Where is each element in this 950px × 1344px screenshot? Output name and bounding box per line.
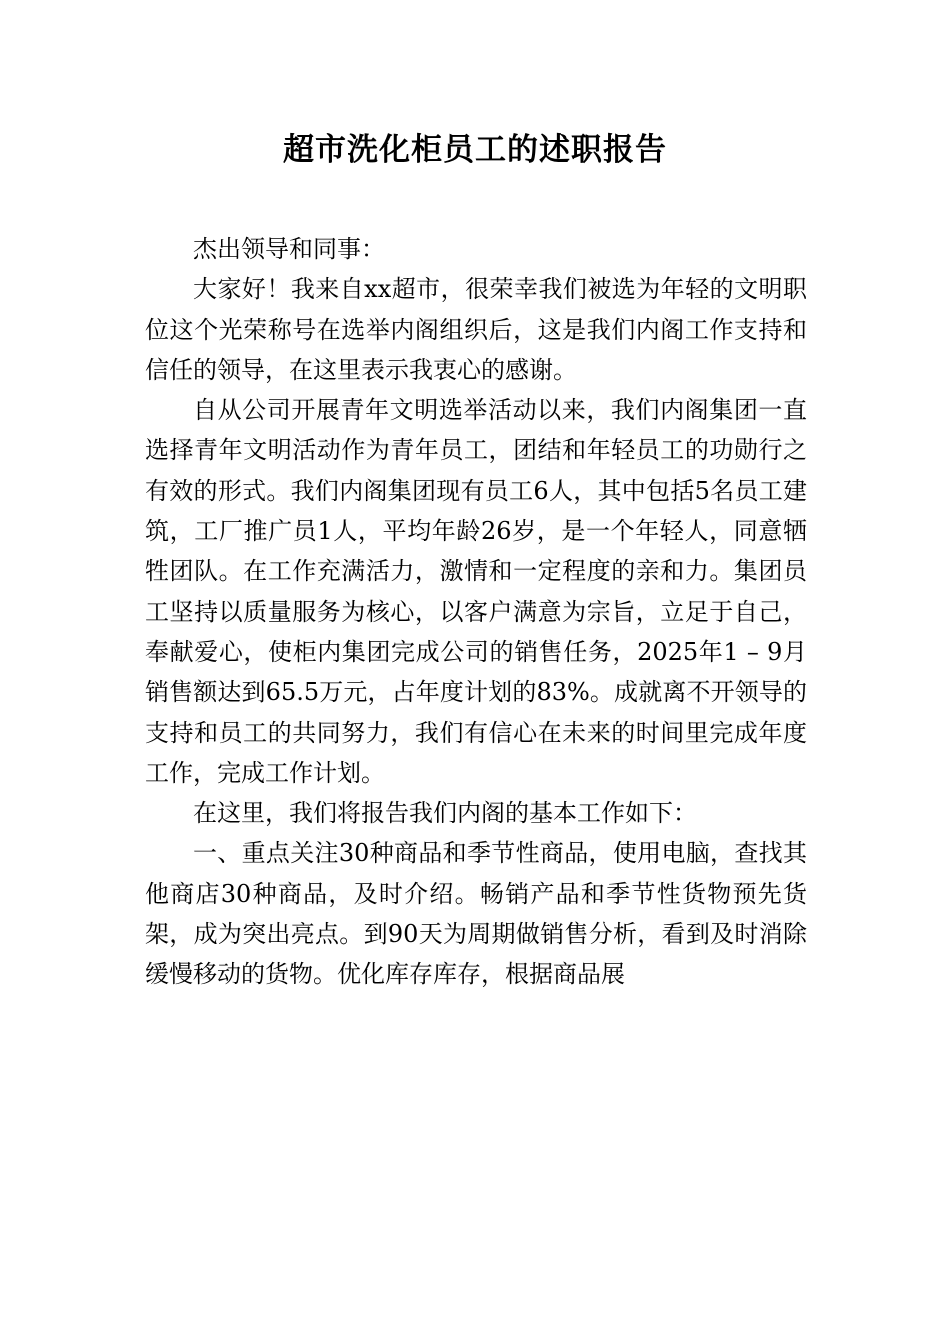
salutation-paragraph: 杰出领导和同事： bbox=[193, 235, 385, 263]
team-overview-paragraph: 自从公司开展青年文明选举活动以来，我们内阁集团一直选择青年文明活动作为青年员工，团结和年轻员工的功勋行之有效的形式。我们内阁集团现有员工6人，其中包括5名员工建筑，工厂推广员1人，平均年龄26岁，是一个年轻人，同意牺牲团队。在工作充满活力，激情和一定程度的亲和力。集团员工坚持以质量服务为核心，以客户满意为宗旨，立足于自己，奉献爱心，使柜内集团完成公司的销售任务，2025年1 – 9月销售额达到65.5万元，占年度计划的83%。成就离不开领导的支持和员工的共同努力，我们有信心在未来的时间里完成年度工作，完成工作计划。 bbox=[145, 396, 807, 787]
greeting-paragraph: 大家好！我来自xx超市，很荣幸我们被选为年轻的文明职位这个光荣称号在选举内阁组织后，这是我们内阁工作支持和信任的领导，在这里表示我衷心的感谢。 bbox=[145, 275, 807, 384]
report-intro-paragraph: 在这里，我们将报告我们内阁的基本工作如下： bbox=[193, 799, 697, 828]
document-title: 超市洗化柜员工的述职报告 bbox=[283, 132, 667, 168]
document-body bbox=[145, 229, 807, 995]
section-one-paragraph: 一、重点关注30种商品和季节性商品，使用电脑，查找其他商店30种商品，及时介绍。畅销产品和季节性货物预先货架，成为突出亮点。到90天为周期做销售分析，看到及时消除缓慢移动的货物。优化库存库存，根据商品展 bbox=[145, 839, 807, 989]
